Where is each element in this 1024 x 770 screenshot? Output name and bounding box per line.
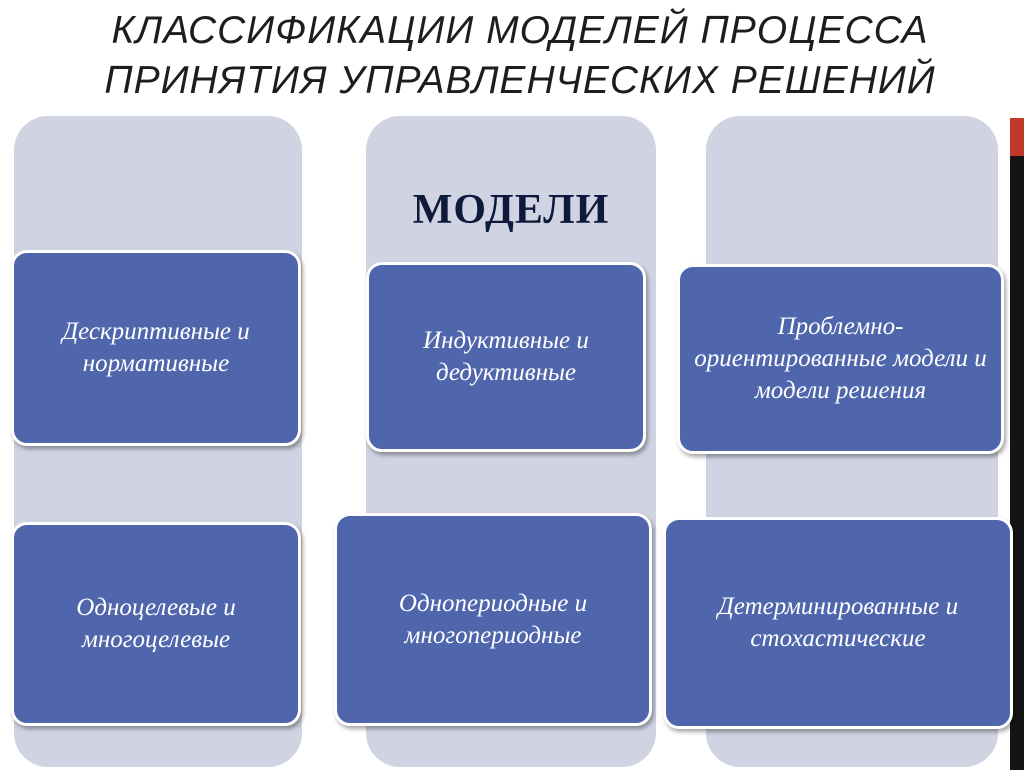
box-inductive-deductive-text: Индуктивные и дедуктивные	[423, 327, 589, 386]
title-line-1: КЛАССИФИКАЦИИ МОДЕЛЕЙ ПРОЦЕССА	[111, 9, 929, 52]
box-problem-oriented	[677, 264, 1004, 454]
accent-bar-red	[1010, 118, 1024, 156]
box-descriptive-normative-text: Дескриптивные и нормативные	[62, 318, 250, 377]
box-deterministic-stochastic	[663, 517, 1013, 729]
box-single-multi-goal-text: Одноцелевые и многоцелевые	[76, 594, 236, 653]
box-descriptive-normative	[11, 250, 301, 446]
box-inductive-deductive	[366, 262, 646, 452]
box-single-multi-period-text: Однопериодные и многопериодные	[398, 589, 588, 649]
box-single-multi-goal	[11, 522, 301, 726]
box-single-multi-period	[334, 513, 652, 726]
box-deterministic-stochastic-text: Детерминированные и стохастические	[717, 593, 959, 652]
models-label: МОДЕЛИ	[412, 187, 610, 233]
title-line-2: ПРИНЯТИЯ УПРАВЛЕНЧЕСКИХ РЕШЕНИЙ	[104, 59, 936, 102]
box-problem-oriented-text: Проблемно-ориентированные модели и модели решения	[694, 313, 987, 404]
slide-title	[40, 6, 1000, 106]
